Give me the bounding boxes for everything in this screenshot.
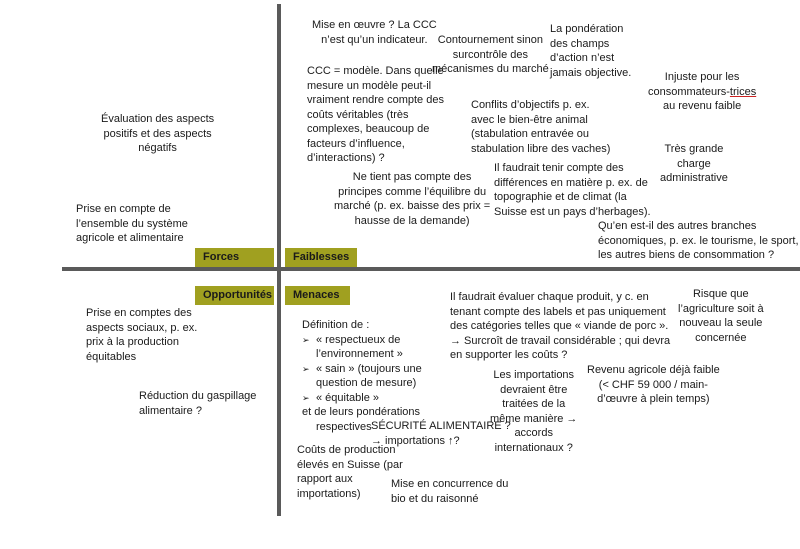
- note-line: Risque que: [692, 288, 749, 300]
- note-line: l’ensemble du système: [76, 217, 188, 230]
- note-line: Évaluation des aspects: [101, 113, 215, 125]
- note-line: hausse de la demande): [354, 214, 470, 227]
- note-line: CCC = modèle. Dans quelle: [307, 65, 444, 77]
- note-weakness-topography: [494, 161, 651, 219]
- note-line: des catégories telles que « viande de porc ».: [450, 320, 669, 332]
- arrow-bullet-icon: ➢: [302, 334, 310, 345]
- note-line: concernée: [695, 331, 747, 344]
- note-line: mesure un modèle peut-il: [307, 79, 432, 92]
- note-line: les autres biens de consommation ?: [598, 249, 775, 261]
- note-line: alimentaire ?: [139, 404, 202, 417]
- note-line: agricole et alimentaire: [76, 232, 184, 244]
- note-line: prix à la production: [86, 336, 179, 348]
- note-line: principes comme l’équilibre du: [338, 185, 487, 198]
- note-threat-farm-income: [587, 363, 720, 407]
- spellcheck-underline: trices: [729, 85, 757, 98]
- note-line: Très grande: [664, 143, 724, 155]
- note-line: mécanismes du marché: [432, 63, 549, 75]
- note-line: « équitable »: [316, 391, 379, 404]
- note-line: nouveau la seule: [679, 317, 763, 329]
- note-line: internationaux ?: [494, 441, 573, 454]
- note-line: (stabulation entravée ou: [471, 128, 590, 140]
- note-line: « respectueux de: [316, 333, 401, 346]
- note-line: et de leurs pondérations: [302, 406, 421, 418]
- note-threat-product-evaluation: [450, 290, 670, 363]
- note-line: stabulation libre des vaches): [471, 142, 611, 155]
- note-line: complexes, beaucoup de: [307, 123, 430, 135]
- list-item: [302, 333, 422, 348]
- note-line: d’action n’est: [550, 52, 615, 64]
- note-line: question de mesure): [316, 377, 417, 389]
- note-line: surcontrôle des: [452, 48, 528, 61]
- note-line: d’œuvre à plein temps): [597, 393, 710, 405]
- note-line: SÉCURITÉ ALIMENTAIRE ?: [371, 420, 511, 432]
- note-line: Prise en comptes des: [86, 307, 192, 319]
- note-line: Il faudrait tenir compte des: [494, 162, 624, 174]
- note-line: Réduction du gaspillage: [139, 390, 257, 402]
- note-line: Mise en œuvre ? La CCC: [312, 19, 437, 31]
- note-line: n’est qu’un indicateur.: [321, 33, 428, 46]
- note-line: tenant compte des labels et pas uniquement: [450, 305, 666, 318]
- note-line: différences en matière p. ex. de: [494, 176, 648, 189]
- quadrant-label-weaknesses: Faiblesses: [285, 248, 357, 267]
- note-line: Suisse est un pays d’herbages).: [494, 205, 651, 218]
- note-line: devraient être: [500, 383, 568, 396]
- note-line: [648, 85, 756, 100]
- note-line: → Surcroît de travail considérable ; qui devra: [450, 334, 671, 347]
- note-weakness-other-sectors: [598, 219, 799, 263]
- note-line: (< CHF 59 000 / main-: [598, 378, 708, 391]
- note-forces-evaluation: [101, 112, 214, 156]
- note-line: Définition de :: [302, 319, 370, 331]
- note-threat-agriculture-only: [678, 287, 764, 345]
- note-line: traitées de la: [502, 398, 566, 410]
- note-line: jamais objective.: [550, 66, 632, 79]
- note-forces-system: [76, 202, 188, 246]
- note-line: rapport aux: [297, 473, 353, 485]
- note-line: positifs et des aspects: [103, 127, 212, 140]
- note-line: La pondération: [550, 23, 624, 35]
- note-line: Qu’en est-il des autres branches: [598, 220, 757, 232]
- note-line: au revenu faible: [662, 100, 742, 112]
- note-line: avec le bien-être animal: [471, 113, 588, 126]
- note-line: Mise en concurrence du: [391, 478, 509, 490]
- note-threat-definitions: [302, 318, 422, 434]
- note-line: accords: [514, 427, 553, 439]
- note-line: d’interactions) ?: [307, 152, 385, 164]
- note-line: bio et du raisonné: [391, 492, 479, 505]
- note-fragment: consommateurs-: [648, 85, 730, 98]
- note-line: coûts véritables (très: [307, 108, 409, 121]
- note-line: administrative: [660, 172, 728, 184]
- note-opportunity-social: [86, 306, 197, 364]
- quadrant-label-opportunities: Opportunités: [195, 286, 274, 305]
- note-line: Les importations: [493, 369, 575, 381]
- note-weakness-weighting: [550, 22, 631, 80]
- quadrant-label-strengths: Forces: [195, 248, 274, 267]
- note-line: importations): [297, 487, 361, 500]
- note-opportunity-waste: [139, 389, 256, 418]
- note-line: topographie et de climat (la: [494, 191, 627, 203]
- note-weakness-market: [432, 33, 549, 77]
- note-weakness-admin: [660, 142, 728, 186]
- note-weakness-equilibrium: [334, 170, 490, 228]
- note-line: Coûts de production: [297, 444, 396, 456]
- note-line: Il faudrait évaluer chaque produit, y c. en: [450, 291, 649, 303]
- note-weakness-conflicts: [471, 98, 610, 156]
- note-line: économiques, p. ex. le tourisme, le sport,: [598, 234, 799, 247]
- arrow-bullet-icon: ➢: [302, 363, 310, 374]
- quadrant-label-threats: Menaces: [285, 286, 350, 305]
- note-line: « sain » (toujours une: [316, 362, 422, 375]
- note-line: respectives: [316, 420, 372, 433]
- note-line: l’environnement »: [316, 348, 403, 360]
- note-weakness-model: [307, 64, 444, 166]
- note-line: aspects sociaux, p. ex.: [86, 321, 198, 334]
- note-line: Prise en compte de: [76, 203, 171, 215]
- vertical-axis: [277, 4, 281, 516]
- note-line: vraiment rendre compte des: [307, 94, 444, 106]
- note-line: Conflits d’objectifs p. ex.: [471, 99, 590, 111]
- note-line: Contournement sinon: [437, 34, 543, 46]
- note-line: élevés en Suisse (par: [297, 458, 403, 471]
- note-line: équitables: [86, 350, 137, 363]
- note-threat-production-costs: [297, 443, 403, 501]
- arrow-bullet-icon: ➢: [302, 392, 310, 403]
- note-weakness-implementation: [312, 18, 437, 47]
- note-line: en supporter les coûts ?: [450, 349, 568, 361]
- note-threat-organic-competition: [391, 477, 508, 506]
- horizontal-axis: [62, 267, 800, 271]
- list-item: [302, 391, 422, 406]
- note-line: même manière →: [490, 412, 578, 425]
- note-line: marché (p. ex. baisse des prix =: [334, 200, 491, 212]
- note-line: Revenu agricole déjà faible: [587, 364, 720, 376]
- note-line: facteurs d’influence,: [307, 137, 405, 150]
- note-line: l’agriculture soit à: [678, 302, 764, 315]
- list-item: [302, 362, 422, 377]
- note-line: charge: [677, 157, 711, 170]
- note-line: → importations ↑?: [371, 434, 460, 447]
- note-weakness-unfair: [648, 70, 756, 114]
- note-line: Ne tient pas compte des: [352, 171, 472, 183]
- note-line: des champs: [550, 37, 610, 50]
- note-line: négatifs: [138, 142, 177, 154]
- note-line: Injuste pour les: [664, 71, 740, 83]
